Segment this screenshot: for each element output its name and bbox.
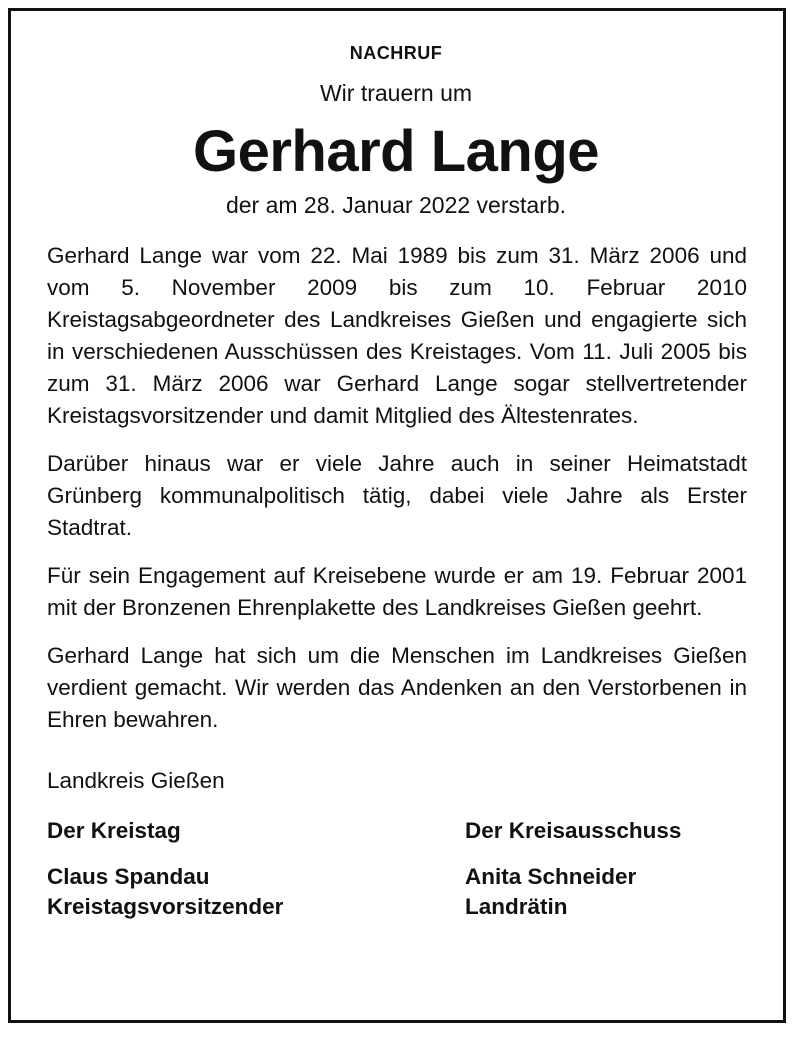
- signature-right-body: Der Kreisausschuss: [465, 818, 682, 843]
- notice-heading: NACHRUF: [349, 43, 443, 63]
- paragraph-hometown: Darüber hinaus war er viele Jahre auch in seiner Heimatstadt Grünberg kommunalpolitisch tätig, dabei viele Jahre als Erster Stadtrat.: [47, 451, 747, 540]
- paragraph-tribute: Gerhard Lange hat sich um die Menschen im Landkreises Gießen verdient gemacht. Wir werden das Andenken an den Verstorbenen in Ehren bewahren.: [47, 643, 747, 732]
- notice-body: [47, 240, 747, 936]
- signature-organization: Landkreis Gießen: [47, 768, 225, 793]
- obituary-notice: [40, 38, 752, 936]
- paragraph-career: Gerhard Lange war vom 22. Mai 1989 bis zum 31. März 2006 und vom 5. November 2009 bis zum 10. Februar 2010 Kreistagsabgeordneter des Landkreises Gießen und engagierte sich in verschiedenen Ausschüssen des Kreistages. Vom 11. Juli 2005 bis zum 31. März 2006 war Gerhard Lange sogar stellvertretender Kreistagsvorsitzender und damit Mitglied des Ältestenrates.: [47, 243, 747, 428]
- signature-right-person: Anita Schneider: [465, 864, 637, 889]
- signature-right-role: Landrätin: [465, 894, 568, 919]
- signature-left-role: Kreistagsvorsitzender: [47, 894, 284, 919]
- signature-block: [47, 816, 747, 936]
- signature-left-body: Der Kreistag: [47, 818, 181, 843]
- death-date-line: der am 28. Januar 2022 verstarb.: [225, 192, 567, 218]
- signature-left-person: Claus Spandau: [47, 864, 210, 889]
- signature-left: [47, 816, 367, 922]
- intro-line: Wir trauern um: [319, 80, 473, 106]
- deceased-name: Gerhard Lange: [192, 119, 600, 184]
- signature-right: [465, 816, 785, 922]
- paragraph-award: Für sein Engagement auf Kreisebene wurde er am 19. Februar 2001 mit der Bronzenen Ehrenplakette des Landkreises Gießen geehrt.: [47, 563, 747, 620]
